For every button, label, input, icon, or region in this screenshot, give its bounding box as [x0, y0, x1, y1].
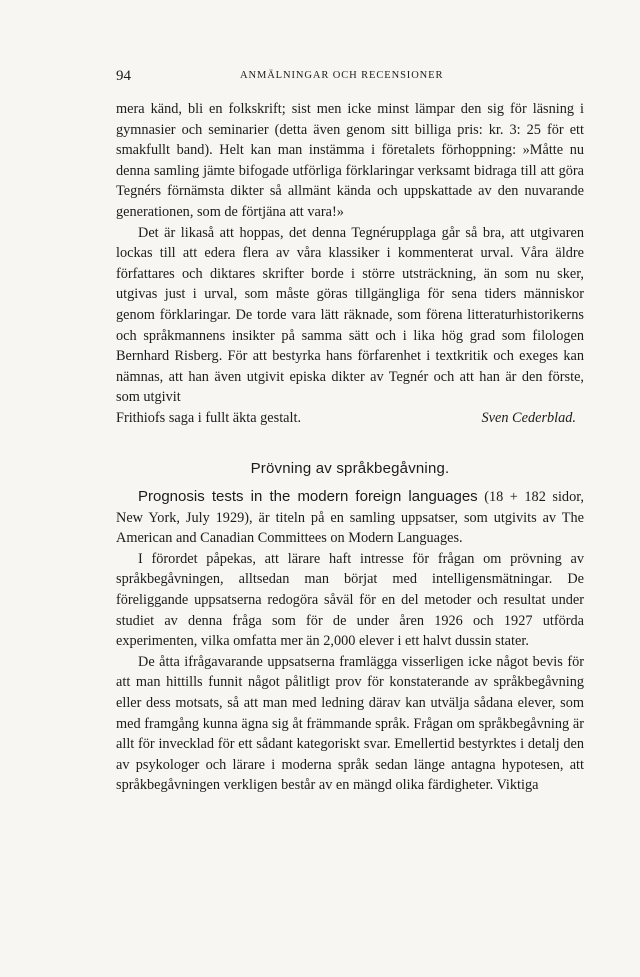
page-number: 94 — [116, 68, 131, 84]
reviewer-signature: Sven Cederblad. — [481, 409, 576, 426]
review1-paragraph-1: mera känd, bli en folkskrift; sist men icke minst lämpar den sig för läsning i gymnasier och seminarier (detta även genom sitt billiga pris: kr. 3: 25 för ett smakfullt band). Helt kan man instämma i företalets förhoppning: »Måtte nu denna samling jämte bifogade utförliga förklaringar verksamt bidraga till att göra Tegnérs förnämsta dikter så allmänt kända och uppskattade av den nuvarande generationen, som de förtjäna att vara!» — [116, 101, 584, 220]
review2-paragraph-2: De åtta ifrågavarande uppsatserna framlägga visserligen icke något bevis för att man hittills funnit något pålitligt prov för konstaterande av språkbegåvning eller dess motsats, så att man med ledning därav kan utvälja sådana elever, som med framgång kunna ägna sig åt främmande språk. Frågan om språkbegåvning är allt för invecklad för ett sådant kategoriskt svar. Emellertid bestyrktes i detalj den av psykologer och lärare i moderna språk sedan länge antagna hypotesen, att språkbegåvningen verkligen består av en mängd olika färdigheter. Viktiga — [116, 653, 584, 794]
page-header — [116, 68, 584, 88]
review1-paragraph-2: Det är likaså att hoppas, det denna Tegnérupplaga går så bra, att utgivaren lockas till att edera flera av våra klassiker i kommenterat urval. Våra äldre författares och diktares skrifter borde i större utsträckning, än som nu sker, utgivas just i urval, som måste göras tillgängliga för sena tiders människor genom förklaringar. De torde vara lätt räknade, som förena litteraturhistorikerns och språkmannens insikter på samma sätt och i lika hög grad som filologen Bernhard Risberg. För att bestyrka hans förfarenhet i textkritik och exeges kan nämnas, att han även utgivit episka dikter av Tegnér och att han är den förste, som utgivit — [116, 224, 584, 406]
book-title: Prognosis tests in the modern foreign languages — [138, 488, 478, 506]
book-citation — [116, 487, 584, 549]
signature-line — [116, 408, 584, 429]
review2-paragraph-1: I förordet påpekas, att lärare haft intresse för frågan om prövning av språkbegåvningen, alltsedan man börjat med intelligensmätningar. De föreliggande uppsatserna redogöra såväl för en del metoder och resultat under studiet av denna fråga som för de under åren 1926 och 1927 utförda experimenten, vilka omfatta mer än 2,000 elever i ett halvt dussin stater. — [116, 550, 584, 650]
running-head: ANMÄLNINGAR OCH RECENSIONER — [240, 70, 444, 81]
section-title: Prövning av språkbegåvning. — [250, 459, 450, 477]
book-info: (18 + 182 sidor, New York, July 1929), är titeln på en samling uppsatser, som utgivits av The American and Canadian Committees on Modern Languages. — [116, 489, 584, 547]
review1-closing-line: Frithiofs saga i fullt äkta gestalt. — [116, 409, 302, 426]
page-body — [116, 99, 584, 796]
